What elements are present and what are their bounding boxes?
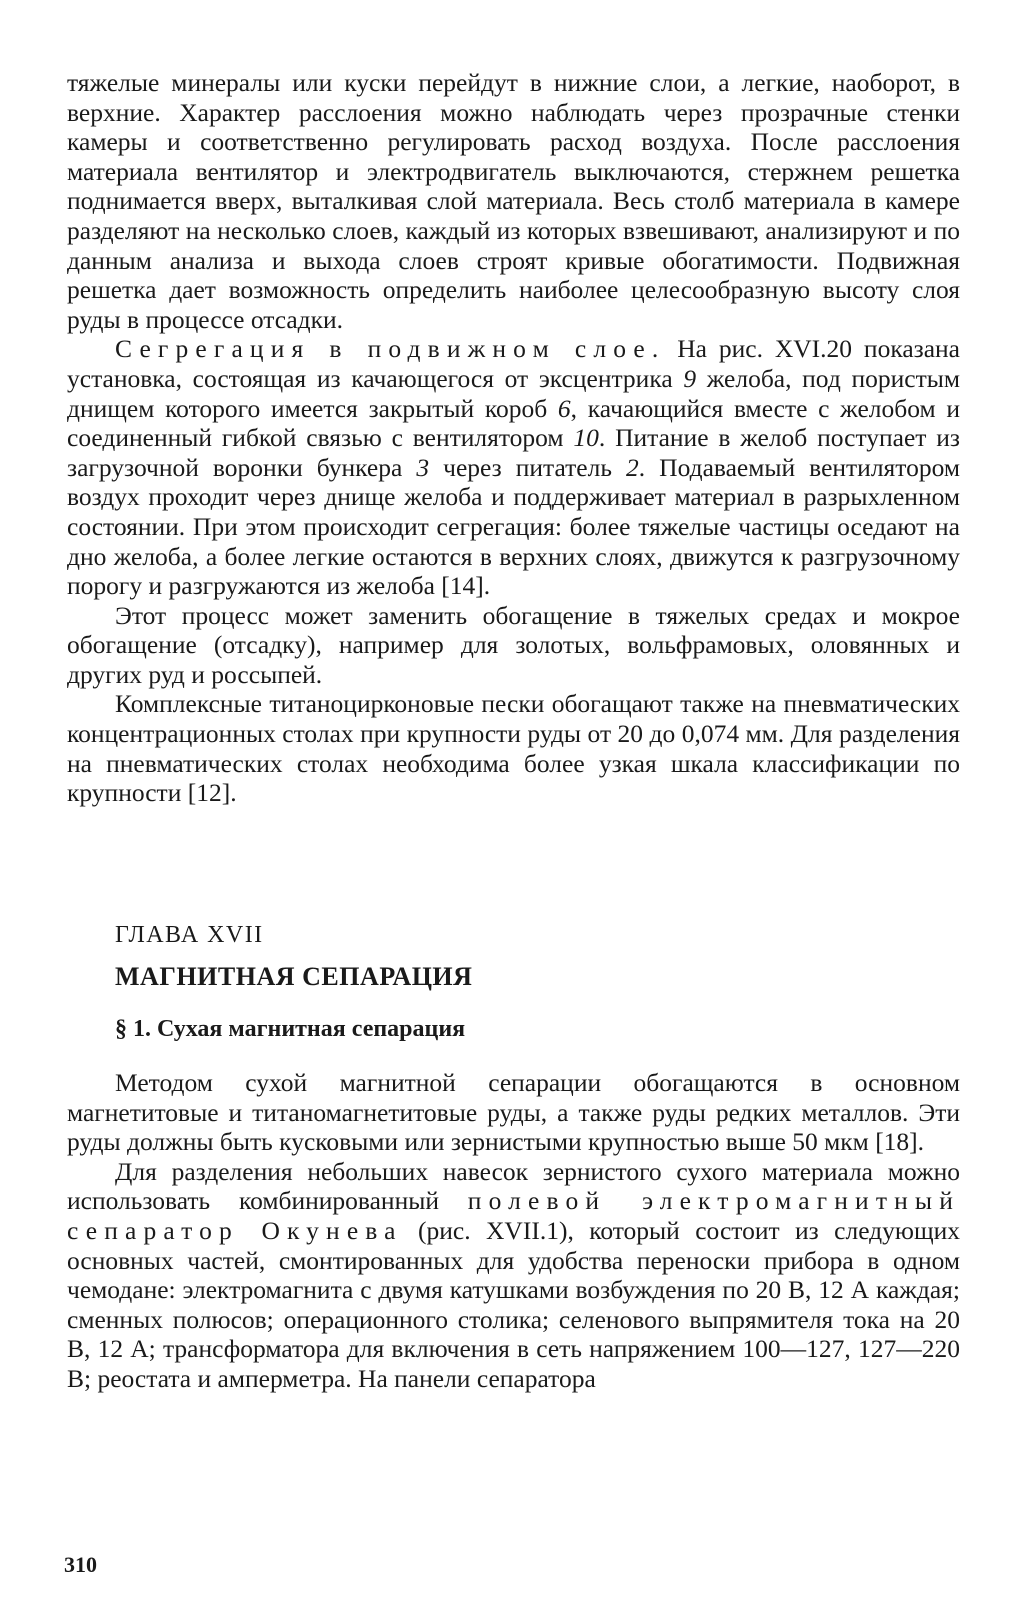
segregation-text: , качающийся вместе с желобом и соединенный гибкой связью с вентилятором — [67, 393, 960, 453]
figure-ref: 9 — [683, 363, 697, 393]
segregation-text: желоба, под пористым днищем которого имеется закрытый короб — [67, 363, 960, 423]
section-title: § 1. Сухая магнитная сепарация — [115, 1016, 466, 1042]
paragraph-complex-sands: Комплексные титаноцирконовые пески обогащают также на пневматических концентрационных столах при крупности руды от 20 до 0,074 мм. Для разделения на пневматических столах необходима более узкая шкала классификации по крупности [12]. — [67, 689, 960, 808]
figure-ref: 6 — [557, 393, 571, 423]
paragraph-stratification: тяжелые минералы или куски перейдут в нижние слои, а легкие, наоборот, в верхние. Характер расслоения можно наблюдать через прозрачные стенки камеры и соответственно регулировать расход воздуха. После расслоения материала вентилятор и электродвигатель выключаются, стержнем решетка поднимается вверх, выталкивая слой материала. Весь столб материала в камере разделяют на несколько слоев, каждый из которых взвешивают, анализируют и по данным анализа и выхода слоев строят кривые обогатимости. Подвижная решетка дает возможность определить наиболее целесообразную высоту слоя руды в процессе отсадки. — [67, 68, 960, 334]
segregation-text: . Питание в желоб поступает из загрузочной воронки бункера — [67, 423, 960, 482]
upper-text-block — [67, 68, 960, 808]
chapter-label: ГЛАВА XVII — [115, 922, 264, 948]
figure-ref: 2 — [626, 452, 639, 482]
segregation-text: . Подаваемый вентилятором воздух проходит через днище желоба и поддерживает материал в разрыхленном состоянии. При этом происходит сегрегация: более тяжелые частицы оседают на дно желоба, а более легкие остаются в верхних слоях, движутся к разгрузочному порогу и разгружаются из желоба [14]. — [67, 452, 960, 601]
page-number: 310 — [64, 1552, 97, 1577]
chapter-title: МАГНИТНАЯ СЕПАРАЦИЯ — [115, 962, 473, 991]
okunev-text: Для разделения небольших навесок зернистого сухого материала можно использовать комбинированный — [67, 1156, 960, 1216]
paragraph-method: Методом сухой магнитной сепарации обогащаются в основном магнетитовые и титаномагнетитовые руды, а также руды редких металлов. Эти руды должны быть кусковыми или зернистыми крупностью выше 50 мкм [18]. — [67, 1068, 960, 1157]
okunev-separator-name: полевой электромагнитный сепаратор Окунева — [67, 1186, 960, 1245]
paragraph-process: Этот процесс может заменить обогащение в тяжелых средах и мокрое обогащение (отсадку), например для золотых, вольфрамовых, оловянных и других руд и россыпей. — [67, 600, 960, 689]
figure-ref: 10 — [573, 423, 599, 453]
segregation-text: через питатель — [429, 452, 627, 482]
paragraph-okunev — [67, 1157, 960, 1394]
lower-text-block — [67, 1068, 960, 1394]
okunev-text: (рис. XVII.1), который состоит из следующих основных частей, смонтированных для удобства переноски прибора в одном чемодане: электромагнита с двумя катушками возбуждения по 20 В, 12 А каждая; сменных полюсов; операционного столика; селенового выпрямителя тока на 20 В, 12 А; трансформатора для включения в сеть напряжением 100—127, 127—220 В; реостата и амперметра. На панели сепаратора — [67, 1215, 960, 1393]
segregation-text: На рис. XVI.20 показана установка, состоящая из качающегося от эксцентрика — [67, 334, 961, 393]
paragraph-segregation — [67, 334, 960, 600]
segregation-lead: Сегрегация в подвижном слое. — [115, 334, 666, 364]
figure-ref: 3 — [416, 452, 430, 482]
